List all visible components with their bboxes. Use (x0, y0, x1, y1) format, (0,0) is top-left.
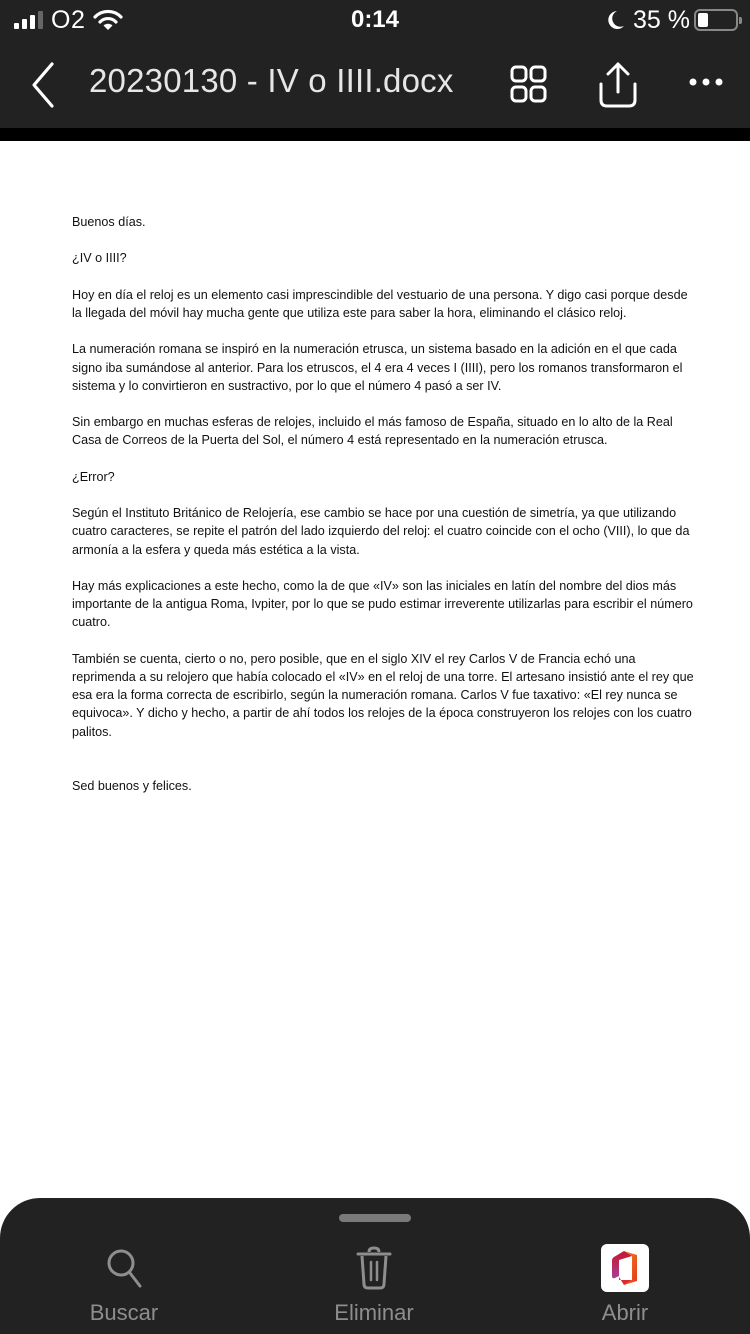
doc-paragraph: ¿Error? (72, 469, 115, 484)
document-page[interactable] (0, 141, 750, 1241)
separator (0, 128, 750, 141)
sheet-grabber-handle[interactable] (339, 1214, 411, 1222)
search-label: Buscar (89, 1300, 159, 1325)
search-button[interactable] (44, 1246, 204, 1328)
doc-paragraph: ¿IV o IIII? (72, 251, 127, 266)
doc-paragraph: Buenos días. (72, 215, 146, 229)
clock: 0:14 (350, 6, 400, 33)
battery-fill (698, 13, 708, 27)
doc-paragraph: Sed buenos y felices. (72, 778, 192, 793)
moon-icon (605, 9, 625, 31)
more-icon (686, 70, 726, 94)
nav-bar (0, 40, 750, 128)
share-icon (596, 60, 640, 110)
doc-paragraph: Sin embargo en muchas esferas de relojes, incluido el más famoso de España, situado en lo alto de la Real Casa de Correos de la Puerta del Sol, el número 4 está representado en la numeración etrusca. (72, 415, 673, 448)
trash-icon (354, 1246, 394, 1290)
grid-view-button[interactable] (508, 64, 550, 106)
doc-paragraph: Según el Instituto Británico de Relojería, ese cambio se hace por una cuestión de simetría, ya que utilizando cuatro caracteres, se repite el patrón del lado izquierdo del reloj: el cuatro coincide con el ocho (VIII), lo que da armonía a la esfera y queda más estética a la vista. (72, 506, 690, 557)
doc-paragraph: Hay más explicaciones a este hecho, como la de que «IV» son las iniciales en latín del nombre del dios más importante de la antigua Roma, Ivpiter, por lo que se pudo estimar irreverente utilizarlas para escribir el número cuatro. (72, 578, 693, 630)
document-title: 20230130 - IV o IIII.docx (89, 62, 454, 99)
office-app-icon (601, 1244, 649, 1292)
bottom-action-sheet (0, 1198, 750, 1334)
delete-button[interactable] (294, 1246, 454, 1328)
doc-paragraph: También se cuenta, cierto o no, pero posible, que en el siglo XIV el rey Carlos V de Francia echó una reprimenda a su relojero que había colocado el «IV» en el reloj de una torre. El artesano insistió ante el rey que esa era la forma correcta de escribirlo, según la numeración romana. Carlos V fue taxativo: «El rey nunca se equivoca». Y dicho y hecho, a partir de ahí todos los relojes de la época construyeron los relojes con los cuatro palitos. (72, 651, 694, 739)
open-label: Abrir (601, 1300, 649, 1325)
document-body (72, 213, 697, 813)
status-bar (0, 0, 750, 40)
back-button[interactable] (26, 60, 62, 110)
back-chevron-icon (26, 60, 62, 110)
battery-icon (694, 9, 738, 31)
more-button[interactable] (686, 70, 726, 94)
doc-paragraph: La numeración romana se inspiró en la numeración etrusca, un sistema basado en la adición en el que cada signo iba sumándose al anterior. Para los etruscos, el 4 era 4 veces I (IIII), pero los romanos transformaron el sistema y lo convirtieron en sustractivo, por lo que el número 4 pasó a ser IV. (72, 342, 683, 393)
open-in-office-button[interactable] (545, 1246, 705, 1328)
doc-paragraph: Hoy en día el reloj es un elemento casi imprescindible del vestuario de una persona. Y digo casi porque desde la llegada del móvil hay mucha gente que utiliza este para saber la hora, eliminando el clásico reloj. (72, 287, 688, 320)
delete-label: Eliminar (334, 1300, 414, 1325)
search-icon (104, 1246, 144, 1290)
carrier-name: O2 (51, 5, 86, 34)
share-button[interactable] (596, 60, 640, 110)
battery-percent: 35 % (633, 5, 690, 34)
grid-icon (508, 64, 550, 106)
status-right (605, 6, 738, 34)
